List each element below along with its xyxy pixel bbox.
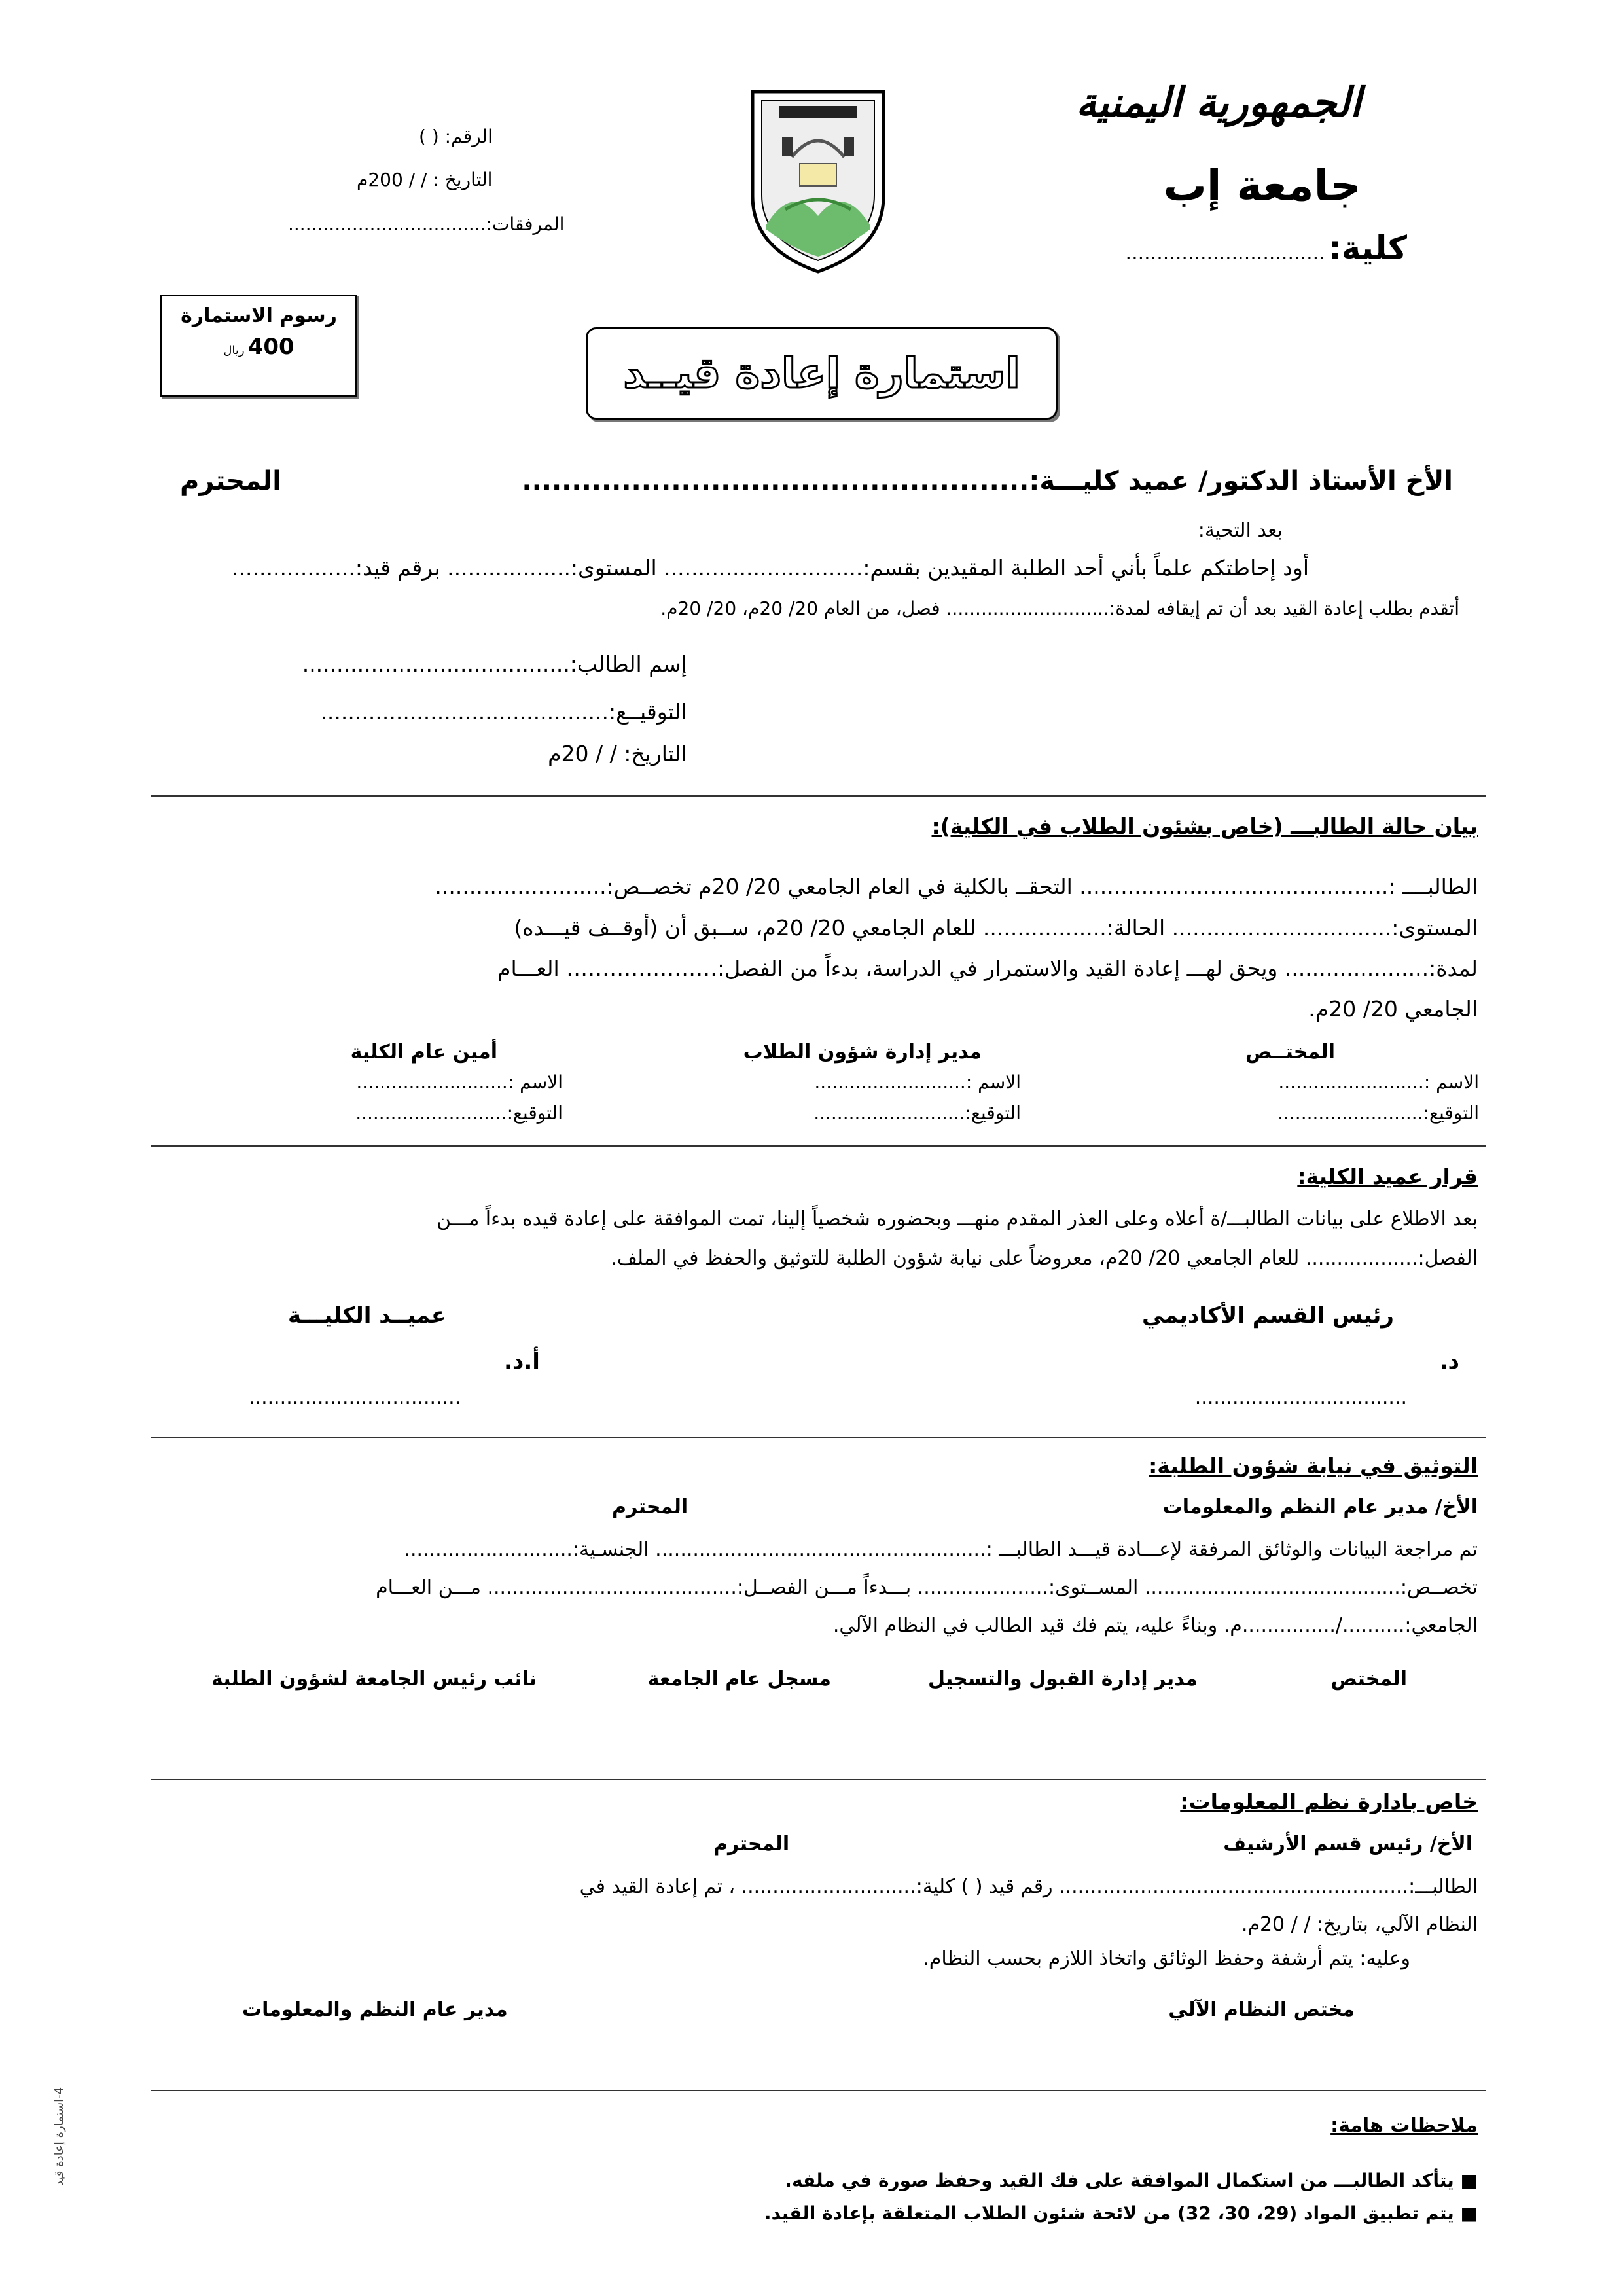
form-title-box: [586, 327, 1058, 420]
it-line-3: وعليه: يتم أرشفة وحفظ الوثائق واتخاذ اللازم بحسب النظام.: [923, 1947, 1410, 1970]
status-col-title: أمين عام الكلية: [350, 1041, 497, 1064]
request-line-1: أود إحاطتكم علماً بأني أحد الطلبة المقيدين بقسم:............................. المستوى:.................. برقم قيد:..................: [232, 555, 1309, 581]
it-honorific: المحترم: [713, 1833, 790, 1856]
status-col-name: الاسم :..........................: [814, 1071, 1021, 1093]
status-heading: بيان حالة الطالبـــ (خاص بشئون الطلاب في الكلية):: [931, 814, 1478, 839]
bullet-icon: ■: [1460, 2202, 1478, 2224]
fee-title: رسوم الاستمارة: [181, 304, 337, 327]
university-name: جامعة إب: [1163, 160, 1361, 211]
notes-heading: ملاحظات هامة:: [1330, 2114, 1478, 2137]
dept-head-title: رئيس القسم الأكاديمي: [1141, 1302, 1394, 1329]
dept-head-prefix: د.: [1439, 1348, 1459, 1374]
it-line-2: النظام الآلي، بتاريخ: / / 20م.: [1241, 1913, 1478, 1936]
documentation-line-3: الجامعي:........../...............م. وبناءً عليه، يتم فك قيد الطالب في النظام الآلي.: [832, 1614, 1478, 1637]
it-sig-system-specialist: مختص النظام الآلي: [1168, 1998, 1355, 2021]
dean-dots: ..................................: [249, 1386, 461, 1409]
note-text: يتم تطبيق المواد (29، 30، 32) من لائحة شئون الطلاب المتعلقة بإعادة القيد.: [764, 2202, 1454, 2224]
note-text: يتأكد الطالبـــ من استكمال الموافقة على فك القيد وحفظ صورة في ملفه.: [785, 2170, 1454, 2191]
documentation-heading: التوثيق في نيابة شؤون الطلبة:: [1149, 1453, 1478, 1479]
it-recipient: الأخ/ رئيس قسم الأرشيف: [1223, 1833, 1472, 1856]
status-col-title: المختــص: [1245, 1041, 1335, 1064]
dept-head-dots: ..................................: [1194, 1386, 1407, 1409]
it-heading: خاص بادارة نظم المعلومات:: [1180, 1789, 1478, 1814]
divider: [151, 1437, 1486, 1438]
status-col-specialist: [1060, 1041, 1486, 1124]
documentation-recipient: الأخ/ مدير عام النظم والمعلومات: [1162, 1496, 1478, 1518]
sig-university-registrar: مسجل عام الجامعة: [647, 1668, 831, 1691]
sig-specialist: المختص: [1330, 1668, 1407, 1691]
ref-number: الرقم: ( ): [419, 126, 493, 147]
college-dots: ................................: [1125, 242, 1325, 264]
ref-attachments: المرفقات:..................................: [288, 213, 565, 235]
status-line-3: لمدة:..................... ويحق لهـــ إعادة القيد والاستمرار في الدراسة، بدءاً من الفصل:………………… العـــام: [497, 956, 1478, 981]
documentation-line-2: تخصــص:......................................... المســتوى:..................... بـــدءاً مـــن الفصــل:........................................ مـــن العـــام: [376, 1576, 1478, 1599]
status-col-sig: التوقيع:..........................: [355, 1102, 563, 1124]
it-line-1: الطالبـــ:........................................................ رقم قيد ( ) كلية:............................ ، تم إعادة القيد في: [579, 1875, 1478, 1898]
student-name-field: إسم الطالب:.......................................: [302, 651, 687, 677]
greeting: بعد التحية:: [1198, 519, 1283, 542]
side-note: 4-استمارة إعادة قيد: [52, 2087, 66, 2186]
dean-title: عميــد الكليـــة: [288, 1302, 447, 1329]
status-signatures: [144, 1041, 1486, 1124]
documentation-line-1: تم مراجعة البيانات والوثائق المرفقة لإعـــادة قيـــد الطالبـــ :..................................................... الجنسـية:...........................: [404, 1538, 1478, 1561]
note-item: [785, 2170, 1478, 2191]
status-col-sig: التوقيع:..........................: [813, 1102, 1021, 1124]
request-line-2: أتقدم بطلب إعادة القيد بعد أن تم إيقافه لمدة:............................ فصل، من العام 20/ 20م، 20/ 20م.: [660, 598, 1459, 619]
bullet-icon: ■: [1460, 2170, 1478, 2191]
recipient-honorific: المحترم: [180, 466, 281, 496]
sig-admission-director: مدير إدارة القبول والتسجيل: [928, 1668, 1198, 1691]
divider: [151, 1145, 1486, 1147]
recipient-line: الأخ الأستاذ الدكتور/ عميد كليـــة:...................................................: [522, 466, 1453, 496]
sig-vice-president: نائب رئيس الجامعة لشؤون الطلبة: [211, 1668, 537, 1691]
university-crest: [746, 85, 890, 275]
college-field: [1126, 229, 1407, 267]
divider: [151, 2090, 1486, 2091]
student-signature-field: التوقيــع:..........................................: [320, 699, 687, 725]
fee-currency: ريال: [223, 344, 245, 357]
fee-amount: 400: [247, 334, 294, 360]
it-sig-general-manager: مدير عام النظم والمعلومات: [242, 1998, 508, 2021]
dean-prefix: أ.د.: [504, 1348, 540, 1374]
gov-calligraphy: الجمهورية اليمنية: [1076, 79, 1361, 126]
decision-line-2: الفصل:.................. للعام الجامعي 20/ 20م، معروضاً على نيابة شؤون الطلبة للتوثيق والحفظ في الملف.: [611, 1247, 1478, 1270]
status-col-name: الاسم :.........................: [1278, 1071, 1479, 1093]
form-title: استمارة إعادة قيــد: [623, 349, 1020, 398]
note-item: [764, 2202, 1478, 2224]
status-col-affairs-director: [602, 1041, 1060, 1124]
ref-date: التاريخ : / / 200م: [357, 169, 493, 190]
decision-line-1: بعد الاطلاع على بيانات الطالبـــ/ة أعلاه وعلى العذر المقدم منهـــ وبحضوره شخصياً إلينا، تمت الموافقة على إعادة قيده بدءاً مـــن: [437, 1208, 1478, 1230]
status-col-sig: التوقيع:.........................: [1277, 1102, 1479, 1124]
documentation-honorific: المحترم: [612, 1496, 688, 1518]
status-line-2: المستوى:................................ الحالة:.................. للعام الجامعي 20/ 20م، ســبق أن (أوقــف قيـــده): [514, 915, 1478, 941]
status-col-name: الاسم :..........................: [356, 1071, 563, 1093]
decision-heading: قرار عميد الكلية:: [1297, 1164, 1478, 1189]
college-label: كلية:: [1328, 229, 1407, 267]
status-line-1: الطالبــــ :............................................. التحقــ بالكلية في العام الجامعي 20/ 20م تخصــص:.........................: [435, 874, 1478, 899]
status-col-title: مدير إدارة شؤون الطلاب: [743, 1041, 982, 1064]
status-line-4: الجامعي 20/ 20م.: [1308, 996, 1478, 1022]
divider: [151, 795, 1486, 797]
status-col-secretary: [144, 1041, 602, 1124]
fee-box: [160, 295, 357, 397]
student-date-field: التاريخ: / / 20م: [548, 741, 687, 766]
divider: [151, 1779, 1486, 1780]
